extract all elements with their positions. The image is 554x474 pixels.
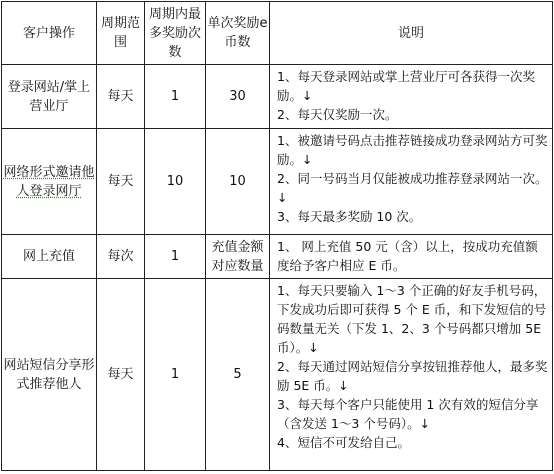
description-cell <box>270 279 553 471</box>
single-reward-cell: 30 <box>206 65 270 129</box>
max-times-cell: 10 <box>145 129 206 235</box>
table-row <box>2 279 553 471</box>
period-cell: 每天 <box>97 65 145 129</box>
description-line: 4、短信不可发给自己。 <box>277 435 410 450</box>
description-line: 1、每天只要输入 1～3 个正确的好友手机号码，下发成功后即可获得 5 个 E 币，和下发短信的号码数量无关（下发 1、2、3 个号码都只增加 5E 币）。↓ <box>277 283 547 355</box>
reward-rules-table <box>1 1 553 471</box>
description-line: 1、每天登录网站或掌上营业厅可各获得一次奖励。↓ <box>277 69 535 103</box>
header-description: 说明 <box>270 2 553 65</box>
max-times-cell: 1 <box>145 279 206 471</box>
table-row <box>2 129 553 235</box>
description-line: 2、每天仅奖励一次。 <box>277 107 398 122</box>
single-reward-cell: 10 <box>206 129 270 235</box>
header-single-reward: 单次奖励e币数 <box>206 2 270 65</box>
operation-cell: 网上充值 <box>2 235 97 279</box>
table-row <box>2 65 553 129</box>
header-operation: 客户操作 <box>2 2 97 65</box>
operation-cell: 登录网站/掌上营业厅 <box>2 65 97 129</box>
max-times-cell: 1 <box>145 65 206 129</box>
header-row <box>2 2 553 65</box>
description-line: 3、每天每个客户只能使用 1 次有效的短信分享（含发送 1～3 个号码）。↓ <box>277 397 539 431</box>
single-reward-cell: 5 <box>206 279 270 471</box>
max-times-cell: 1 <box>145 235 206 279</box>
operation-cell: 网站短信分享形式推荐他人 <box>2 279 97 471</box>
single-reward-cell: 充值金额对应数量 <box>206 235 270 279</box>
description-cell <box>270 129 553 235</box>
table-row <box>2 235 553 279</box>
description-line: 1、 网上充值 50 元（含）以上，按成功充值额度给予客户相应 E 币。 <box>277 239 538 273</box>
header-period: 周期范围 <box>97 2 145 65</box>
description-line: 2、同一号码当月仅能被成功推荐登录网站一次。↓ <box>277 171 548 205</box>
description-line: 1、被邀请号码点击推荐链接成功登录网站方可奖励。↓ <box>277 133 548 167</box>
description-line: 2、每天通过网站短信分享按钮推荐他人，最多奖励 5E 币。↓ <box>277 359 548 393</box>
operation-cell <box>2 129 97 235</box>
period-cell: 每次 <box>97 235 145 279</box>
period-cell: 每天 <box>97 279 145 471</box>
operation-text: 网络形式邀请他人登录网厅 <box>3 164 95 199</box>
description-cell <box>270 235 553 279</box>
description-line: 3、每天最多奖励 10 次。 <box>277 209 422 224</box>
period-cell: 每天 <box>97 129 145 235</box>
description-cell <box>270 65 553 129</box>
header-max-times: 周期内最多奖励次数 <box>145 2 206 65</box>
